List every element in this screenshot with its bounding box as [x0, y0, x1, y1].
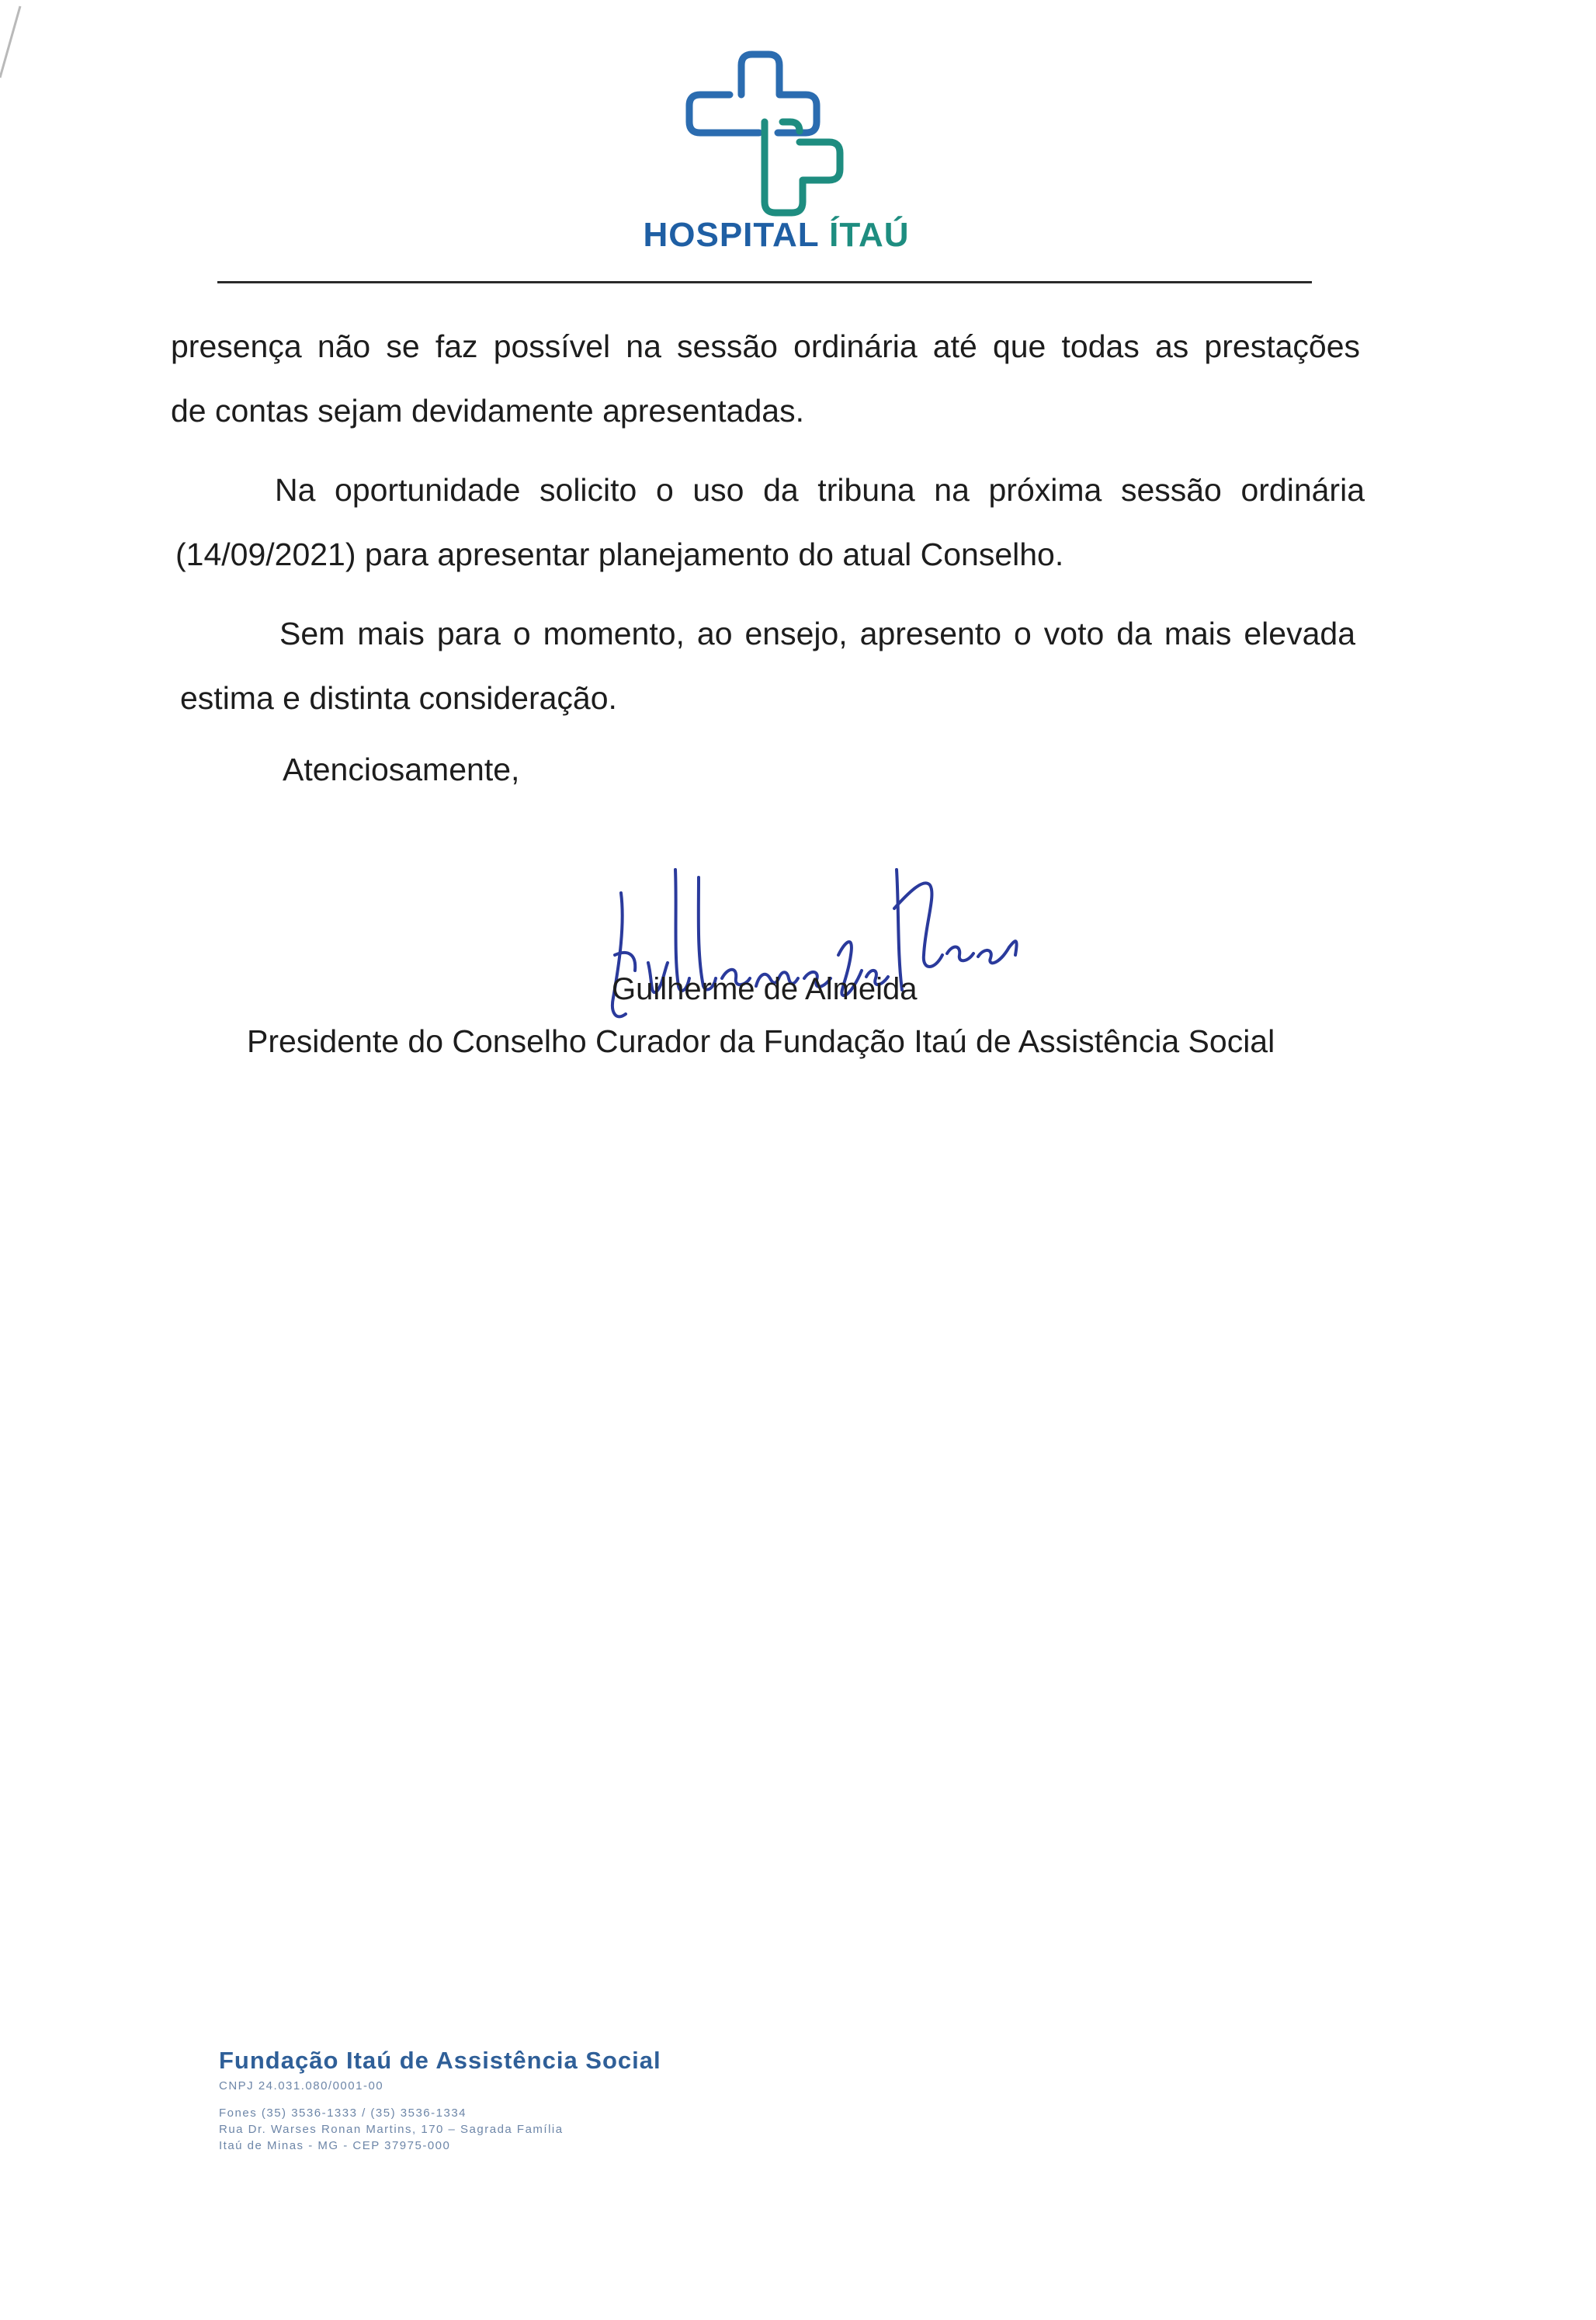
- footer-org-name: Fundação Itaú de Assistência Social: [219, 2047, 661, 2074]
- medical-cross-icon: [683, 48, 854, 219]
- footer-phones: Fones (35) 3536-1333 / (35) 3536-1334: [219, 2106, 467, 2120]
- signer-name: Guilherme de Almeida: [612, 972, 918, 1006]
- hospital-name: [543, 216, 1009, 255]
- hospital-name-accent: ÍTAÚ: [829, 216, 910, 254]
- paragraph-3-line-1: Sem mais para o momento, ao ensejo, apresento o voto da mais elevada: [279, 616, 1355, 651]
- paragraph-2-line-2: (14/09/2021) para apresentar planejamento do atual Conselho.: [175, 537, 1064, 572]
- hospital-name-main: HOSPITAL: [643, 216, 830, 254]
- paragraph-2: [175, 458, 1365, 587]
- paragraph-1: [171, 314, 1360, 443]
- paragraph-3: [180, 602, 1355, 731]
- letterhead-divider: [217, 281, 1312, 283]
- page-crease: [0, 0, 47, 85]
- footer-city: Itaú de Minas - MG - CEP 37975-000: [219, 2139, 451, 2152]
- letterhead-footer: [219, 2047, 762, 2154]
- footer-address: Rua Dr. Warses Ronan Martins, 170 – Sagrada Família: [219, 2123, 564, 2136]
- signer-title: Presidente do Conselho Curador da Fundação Itaú de Assistência Social: [247, 1023, 1275, 1059]
- paragraph-2-line-1: Na oportunidade solicito o uso da tribuna na próxima sessão ordinária: [275, 472, 1365, 508]
- paragraph-3-line-2: estima e distinta consideração.: [180, 680, 617, 716]
- paragraph-1-line-1: presença não se faz possível na sessão ordinária até que todas as prestações: [171, 328, 1360, 364]
- paragraph-1-line-2: de contas sejam devidamente apresentadas.: [171, 393, 804, 429]
- footer-cnpj: CNPJ 24.031.080/0001-00: [219, 2079, 384, 2093]
- closing-salutation: Atenciosamente,: [283, 752, 520, 787]
